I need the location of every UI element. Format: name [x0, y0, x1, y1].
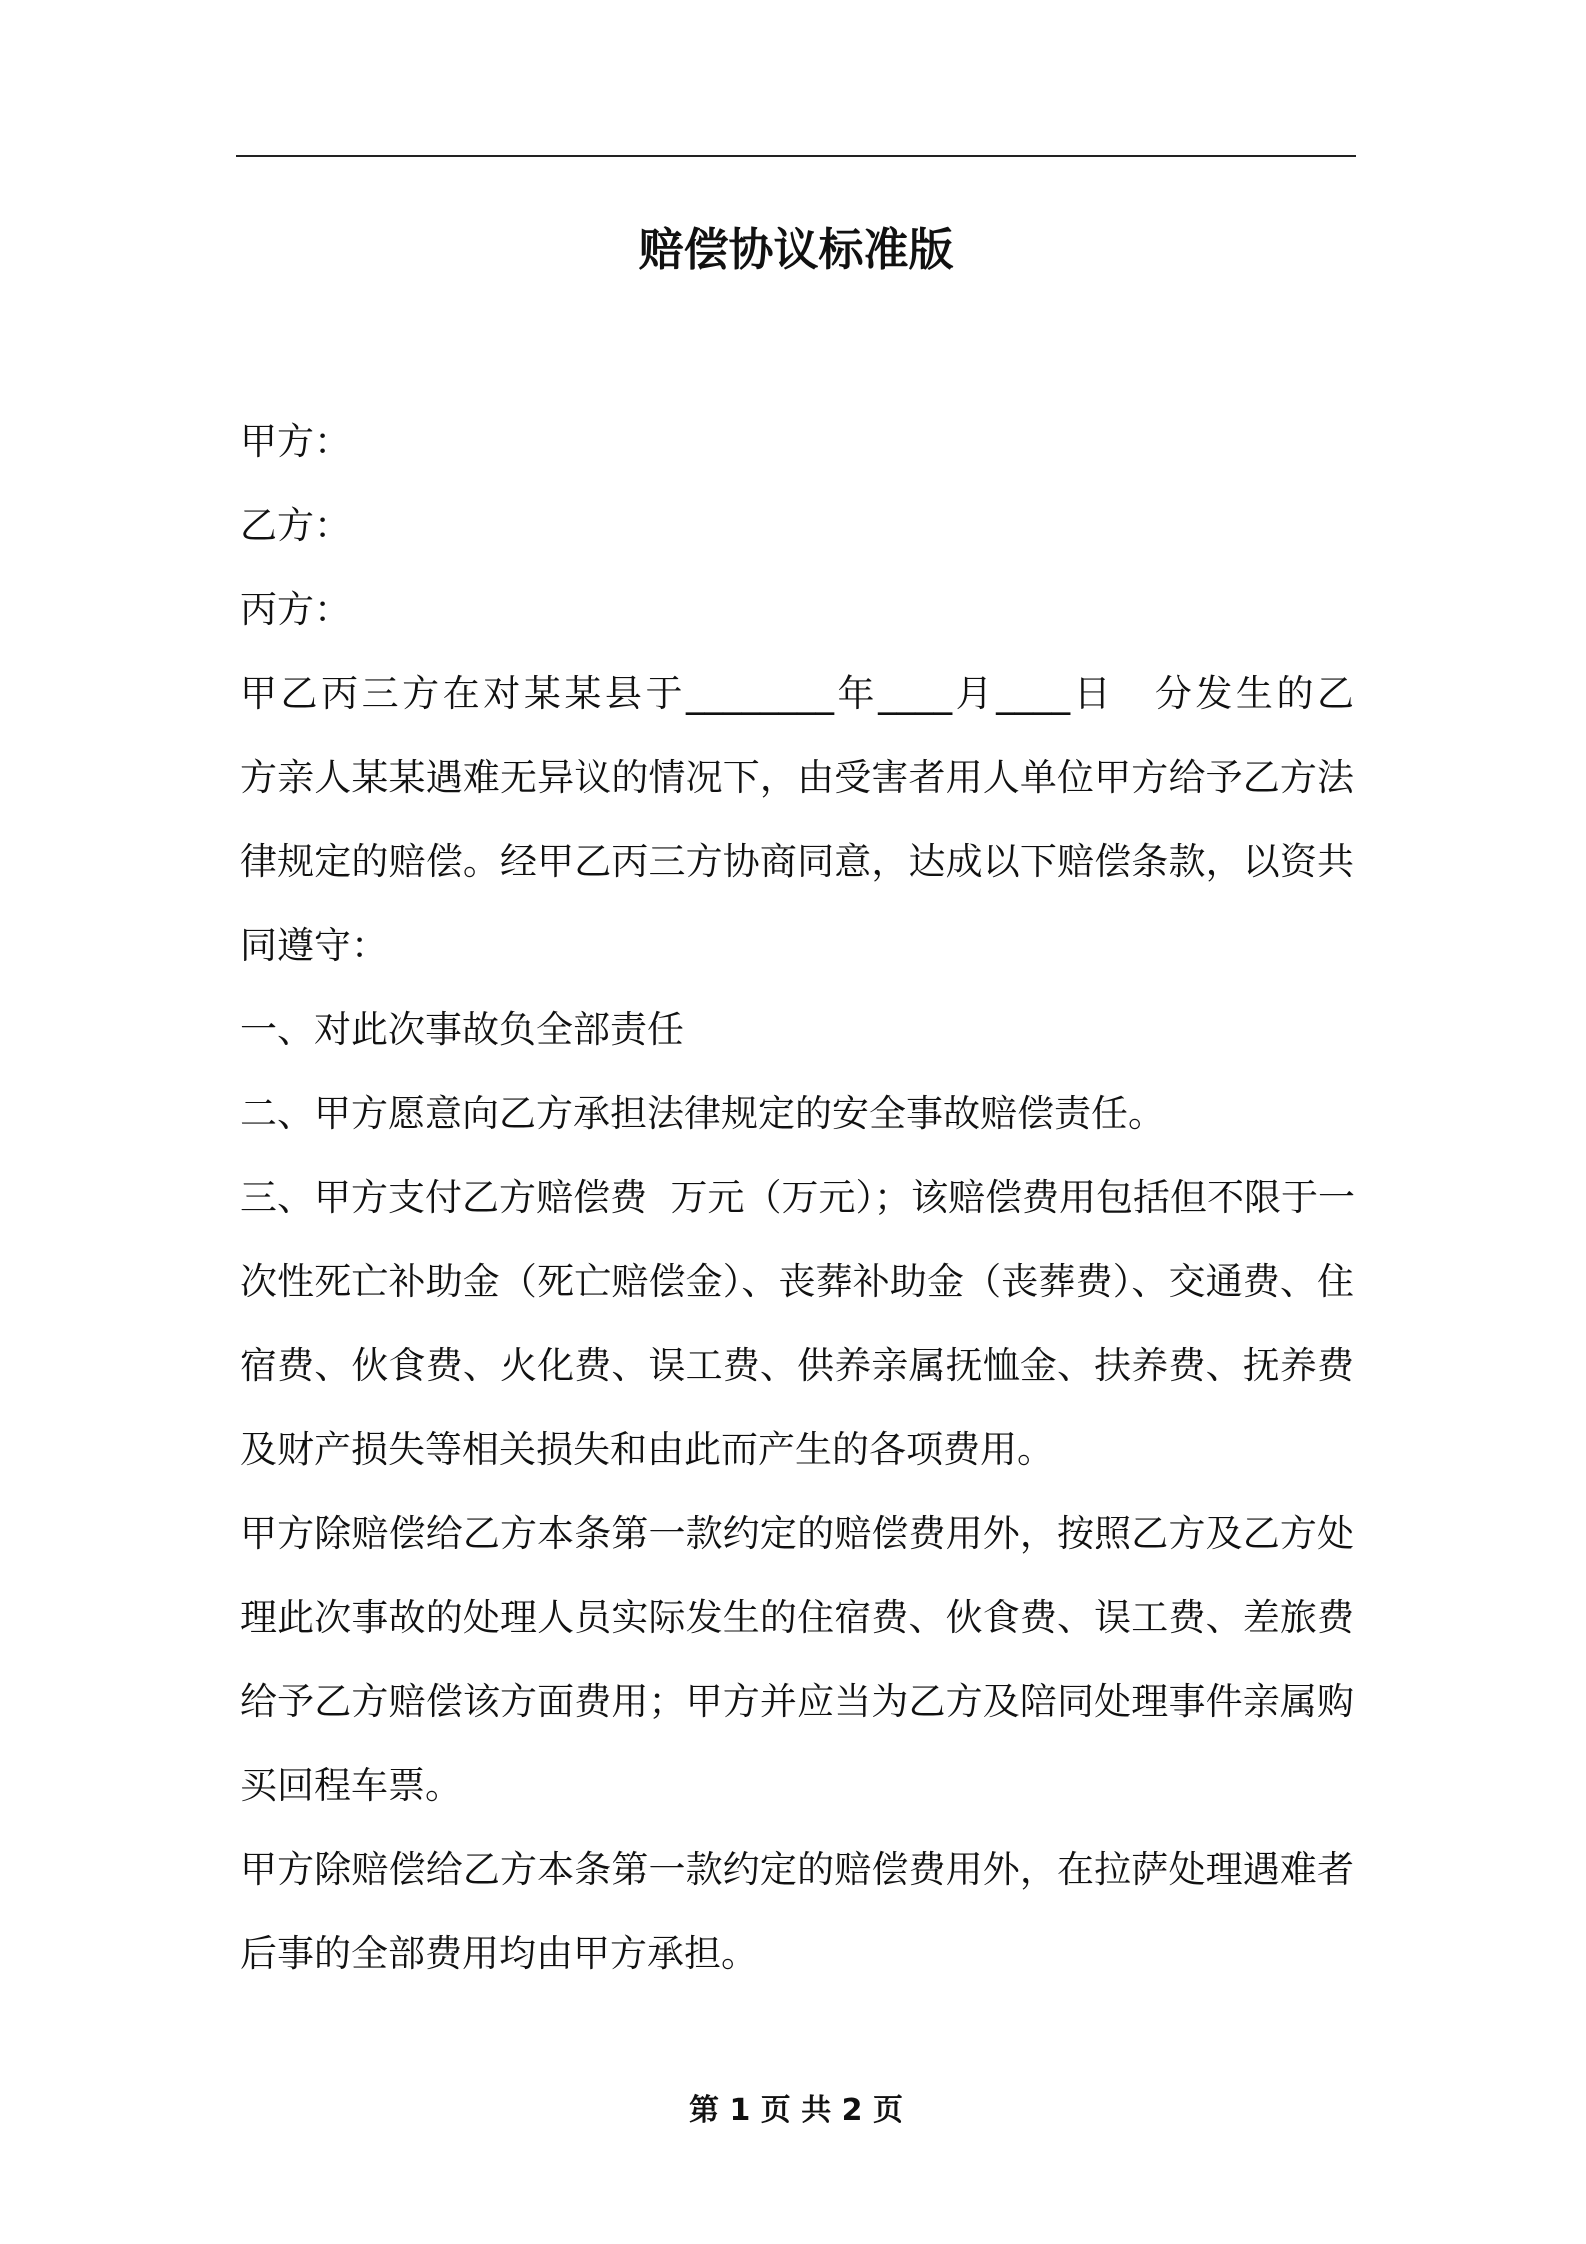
paragraph-line: 后事的全部费用均由甲方承担。: [240, 1932, 758, 1975]
paragraph-line: 律规定的赔偿。经甲乙丙三方协商同意，达成以下赔偿条款，以资共: [240, 840, 1354, 883]
paragraph-line: 给予乙方赔偿该方面费用；甲方并应当为乙方及陪同处理事件亲属购: [240, 1680, 1354, 1723]
paragraph-line: 理此次事故的处理人员实际发生的住宿费、伙食费、误工费、差旅费: [240, 1596, 1354, 1639]
party-c-line: 丙方：: [240, 588, 351, 631]
clause-line: 宿费、伙食费、火化费、误工费、供养亲属抚恤金、扶养费、抚养费: [240, 1344, 1354, 1387]
party-b-line: 乙方：: [240, 504, 351, 547]
document-body: [240, 400, 1354, 1996]
header-rule: [236, 155, 1356, 157]
paragraph-line: 买回程车票。: [240, 1764, 462, 1807]
paragraph-line: 甲乙丙三方在对某某县于________年____月____日 分发生的乙: [240, 672, 1354, 715]
paragraph-line: 方亲人某某遇难无异议的情况下，由受害者用人单位甲方给予乙方法: [240, 756, 1354, 799]
page-number-footer: 第 1 页 共 2 页: [689, 2093, 903, 2128]
paragraph-line: 同遵守：: [240, 924, 388, 967]
document-title: 赔偿协议标准版: [638, 223, 954, 276]
clause-line: 次性死亡补助金（死亡赔偿金）、丧葬补助金（丧葬费）、交通费、住: [240, 1260, 1354, 1303]
clause-line: 一、对此次事故负全部责任: [240, 1008, 684, 1051]
paragraph-line: 甲方除赔偿给乙方本条第一款约定的赔偿费用外，按照乙方及乙方处: [240, 1512, 1354, 1555]
paragraph-line: 甲方除赔偿给乙方本条第一款约定的赔偿费用外，在拉萨处理遇难者: [240, 1848, 1354, 1891]
clause-line: 二、甲方愿意向乙方承担法律规定的安全事故赔偿责任。: [240, 1092, 1165, 1135]
party-a-line: 甲方：: [240, 420, 351, 463]
clause-line: 及财产损失等相关损失和由此而产生的各项费用。: [240, 1428, 1054, 1471]
clause-line: 三、甲方支付乙方赔偿费 万元（万元）；该赔偿费用包括但不限于一: [240, 1176, 1356, 1219]
